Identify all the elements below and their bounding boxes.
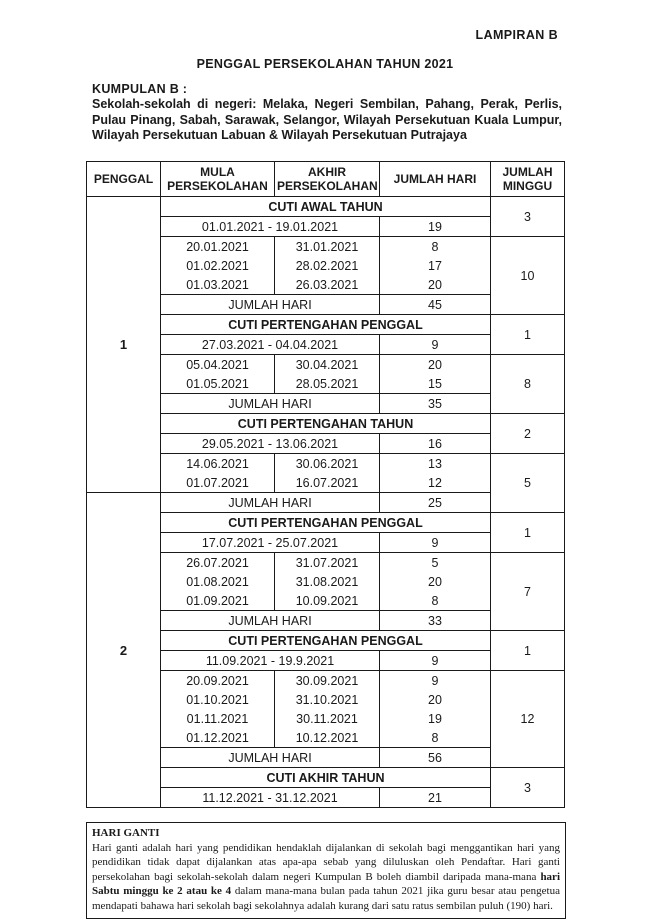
- cuti-awal-minggu: 3: [491, 197, 565, 237]
- hari-cell: 12: [380, 473, 491, 493]
- jumlah-hari-label: JUMLAH HARI: [161, 295, 380, 315]
- note-text-2: dalam mana-mana bulan pada tahun 2021 jika guru besar atau pengetua mendapati bahawa hari sekolah bagi sekolahnya adalah kurang dari satu ratus sembilan puluh (190) hari.: [92, 885, 560, 912]
- mula-cell: 01.08.2021: [161, 572, 275, 591]
- minggu-cell: 5: [491, 454, 565, 513]
- header-mula-line1: MULA: [200, 165, 235, 179]
- hari-cell: 9: [380, 533, 491, 553]
- mula-cell: 01.11.2021: [161, 709, 275, 728]
- header-akhir-line1: AKHIR: [308, 165, 346, 179]
- hari-cell: 16: [380, 434, 491, 454]
- table-header-row: [87, 162, 565, 197]
- hari-ganti-note: [86, 822, 566, 919]
- header-penggal: PENGGAL: [87, 162, 161, 197]
- akhir-cell: 26.03.2021: [275, 275, 380, 295]
- jumlah-hari-value: 35: [380, 394, 491, 414]
- hari-cell: 9: [380, 671, 491, 691]
- cuti-title: CUTI PERTENGAHAN PENGGAL: [161, 631, 491, 651]
- cuti-awal-range: 01.01.2021 - 19.01.2021: [161, 217, 380, 237]
- page-title: PENGGAL PERSEKOLAHAN TAHUN 2021: [196, 57, 454, 71]
- mula-cell: 01.09.2021: [161, 591, 275, 611]
- mula-cell: 14.06.2021: [161, 454, 275, 474]
- minggu-cell: 8: [491, 355, 565, 414]
- akhir-cell: 31.01.2021: [275, 237, 380, 257]
- hari-cell: 15: [380, 374, 491, 394]
- note-bold-text: hari Sabtu minggu ke 2 atau ke 4: [92, 870, 560, 898]
- jumlah-hari-value: 45: [380, 295, 491, 315]
- header-akhir: [275, 162, 380, 197]
- hari-cell: 5: [380, 553, 491, 573]
- note-text-1: Hari ganti adalah hari yang pendidikan hendaklah dijalankan di sekolah bagi menggantikan hari yang pendidikan tidak dapat dijalankan atas apa-apa sebab yang diluluskan oleh Pendaftar. Hari ganti persekolahan bagi sekolah-sekolah dalam negeri Kumpulan B boleh diambil daripada mana-mana: [92, 841, 560, 883]
- mula-cell: 01.10.2021: [161, 690, 275, 709]
- hari-cell: 8: [380, 728, 491, 748]
- akhir-cell: 28.02.2021: [275, 256, 380, 275]
- hari-cell: 8: [380, 591, 491, 611]
- header-mula-line2: PERSEKOLAHAN: [167, 179, 268, 193]
- akhir-cell: 10.12.2021: [275, 728, 380, 748]
- cuti-range: 29.05.2021 - 13.06.2021: [161, 434, 380, 454]
- mula-cell: 01.12.2021: [161, 728, 275, 748]
- states-list: Sekolah-sekolah di negeri: Melaka, Negeri Sembilan, Pahang, Perak, Perlis, Pulau Pinang, Sabah, Sarawak, Selangor, Wilayah Persekutuan Kuala Lumpur, Wilayah Persekutuan Labuan & Wilayah Persekutuan Putrajaya: [92, 97, 562, 142]
- header-jumlah-minggu: [491, 162, 565, 197]
- header-minggu-line1: JUMLAH: [502, 165, 553, 179]
- header-akhir-line2: PERSEKOLAHAN: [277, 179, 378, 193]
- akhir-cell: 30.11.2021: [275, 709, 380, 728]
- cuti-akhir-minggu: 3: [491, 768, 565, 808]
- jumlah-hari-value: 33: [380, 611, 491, 631]
- header-mula: [161, 162, 275, 197]
- mula-cell: 26.07.2021: [161, 553, 275, 573]
- cuti-awal-hari: 19: [380, 217, 491, 237]
- penggal-2-cell: 2: [87, 493, 161, 808]
- mula-cell: 05.04.2021: [161, 355, 275, 375]
- jumlah-hari-label: JUMLAH HARI: [161, 493, 380, 513]
- cuti-range: 17.07.2021 - 25.07.2021: [161, 533, 380, 553]
- akhir-cell: 28.05.2021: [275, 374, 380, 394]
- mula-cell: 01.05.2021: [161, 374, 275, 394]
- cuti-range: 27.03.2021 - 04.04.2021: [161, 335, 380, 355]
- akhir-cell: 31.07.2021: [275, 553, 380, 573]
- akhir-cell: 30.04.2021: [275, 355, 380, 375]
- mula-cell: 20.09.2021: [161, 671, 275, 691]
- minggu-cell: 1: [491, 513, 565, 553]
- hari-cell: 20: [380, 690, 491, 709]
- note-title: HARI GANTI: [92, 827, 160, 839]
- hari-cell: 9: [380, 651, 491, 671]
- akhir-cell: 30.09.2021: [275, 671, 380, 691]
- akhir-cell: 31.10.2021: [275, 690, 380, 709]
- cuti-title: CUTI PERTENGAHAN TAHUN: [161, 414, 491, 434]
- minggu-cell: 1: [491, 631, 565, 671]
- mula-cell: 01.07.2021: [161, 473, 275, 493]
- school-term-table: [86, 161, 565, 808]
- cuti-akhir-range: 11.12.2021 - 31.12.2021: [161, 788, 380, 808]
- kumpulan-heading: KUMPULAN B :: [92, 82, 188, 96]
- jumlah-hari-label: JUMLAH HARI: [161, 748, 380, 768]
- akhir-cell: 30.06.2021: [275, 454, 380, 474]
- header-jumlah-hari: JUMLAH HARI: [380, 162, 491, 197]
- minggu-cell: 7: [491, 553, 565, 631]
- hari-cell: 20: [380, 355, 491, 375]
- minggu-cell: 10: [491, 237, 565, 315]
- mula-cell: 01.02.2021: [161, 256, 275, 275]
- hari-cell: 17: [380, 256, 491, 275]
- jumlah-hari-value: 25: [380, 493, 491, 513]
- akhir-cell: 31.08.2021: [275, 572, 380, 591]
- cuti-range: 11.09.2021 - 19.9.2021: [161, 651, 380, 671]
- minggu-cell: 1: [491, 315, 565, 355]
- jumlah-hari-value: 56: [380, 748, 491, 768]
- akhir-cell: 16.07.2021: [275, 473, 380, 493]
- mula-cell: 01.03.2021: [161, 275, 275, 295]
- cuti-title: CUTI PERTENGAHAN PENGGAL: [161, 315, 491, 335]
- cuti-akhir-hari: 21: [380, 788, 491, 808]
- hari-cell: 20: [380, 572, 491, 591]
- hari-cell: 9: [380, 335, 491, 355]
- cuti-title: CUTI PERTENGAHAN PENGGAL: [161, 513, 491, 533]
- table-row: [87, 197, 565, 217]
- hari-cell: 19: [380, 709, 491, 728]
- hari-cell: 20: [380, 275, 491, 295]
- jumlah-hari-label: JUMLAH HARI: [161, 611, 380, 631]
- header-minggu-line2: MINGGU: [502, 179, 553, 193]
- hari-cell: 8: [380, 237, 491, 257]
- jumlah-hari-label: JUMLAH HARI: [161, 394, 380, 414]
- minggu-cell: 12: [491, 671, 565, 768]
- cuti-akhir-title: CUTI AKHIR TAHUN: [161, 768, 491, 788]
- minggu-cell: 2: [491, 414, 565, 454]
- akhir-cell: 10.09.2021: [275, 591, 380, 611]
- hari-cell: 13: [380, 454, 491, 474]
- penggal-1-cell: 1: [87, 197, 161, 493]
- cuti-awal-title: CUTI AWAL TAHUN: [161, 197, 491, 217]
- mula-cell: 20.01.2021: [161, 237, 275, 257]
- lampiran-label: LAMPIRAN B: [475, 28, 558, 42]
